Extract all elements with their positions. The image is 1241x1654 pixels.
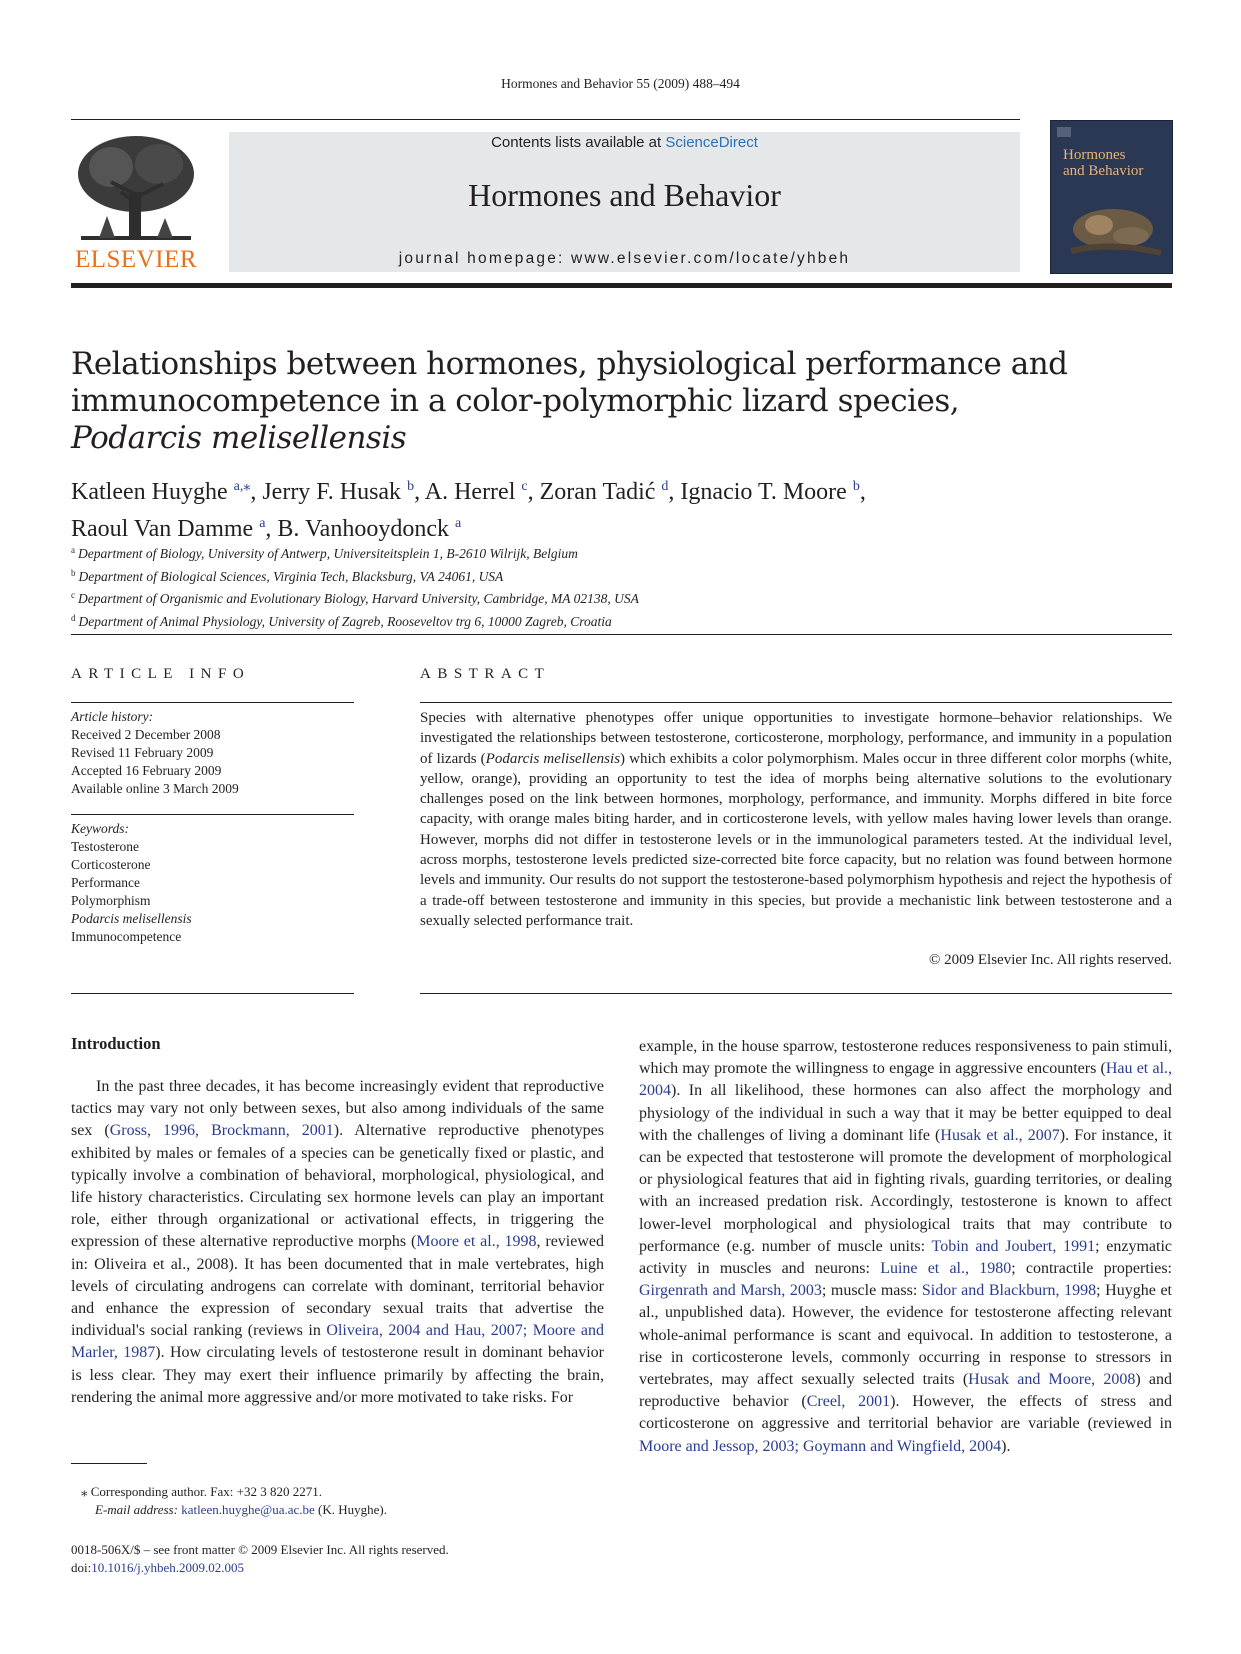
affiliation-item [71,609,1071,632]
author-name[interactable]: Zoran Tadić [539,479,656,505]
doi-link[interactable]: 10.1016/j.yhbeh.2009.02.005 [91,1560,244,1575]
author-name[interactable]: Katleen Huyghe [71,479,228,505]
affiliation-item [71,541,1071,564]
cover-title [1063,147,1143,179]
email-label: E-mail address: [95,1502,182,1517]
citation-link[interactable]: Husak and Moore, 2008 [968,1371,1136,1389]
paragraph-text: ; enzymatic activity in muscles and neurons: [639,1237,1173,1278]
cover-title-line2: and Behavior [1063,163,1144,179]
paragraph-text: ; muscle mass: [821,1282,922,1300]
introduction-heading: Introduction [71,1034,161,1053]
paragraph-text: ). Alternative reproductive phenotypes exhibited by males or females of a species can be genetically fixed or plastic, and typically involve a combination of behavioral, morphological, physiological, and life history characteristics. Circulating sex hormone levels can play an important role, either through organizational or activational effects, in triggering the expression of these alternative reproductive morphs ( [71,1122,604,1251]
author-name[interactable]: Jerry F. Husak [262,479,402,505]
running-head: Hormones and Behavior 55 (2009) 488–494 [501,76,740,91]
keyword-item: Performance [71,875,140,890]
citation-link[interactable]: Luine et al., 1980 [880,1260,1012,1278]
doi-label: doi: [71,1560,92,1575]
article-info-heading: ARTICLE INFO [71,666,251,682]
sciencedirect-link[interactable]: ScienceDirect [665,134,758,151]
keyword-item: Corticosterone [71,857,151,872]
citation-link[interactable]: Girgenrath and Marsh, 2003 [639,1282,822,1300]
author-list: Katleen Huyghe $^{a,⁎}$, Jerry F. Husak $^b$, A. Herrel $^c$, Zoran Tadić $^d$, Ignacio T. Moore $^b$, Raoul Van Damme $^a$, B. Vanhooydonck $^a$ [71,479,866,542]
abstract-species: Podarcis melisellensis [485,750,621,767]
article-title [71,346,1071,457]
affil-text: Department of Organismic and Evolutionary Biology, Harvard University, Cambridge, MA 02138, USA [78,591,639,606]
citation-link[interactable]: Moore and Jessop, 2003; Goymann and Wingfield, 2004 [639,1437,1002,1455]
article-info-rule [71,702,354,703]
author-affil-mark[interactable]: b [407,479,415,494]
tree-icon [71,132,201,244]
intro-column-right [639,1036,1172,1458]
front-matter [71,1541,671,1577]
citation-link[interactable]: Sidor and Blackburn, 1998 [921,1282,1097,1300]
citation-link[interactable]: Hau et al., 2004 [639,1060,1173,1100]
citation-link[interactable]: Moore et al., 1998 [416,1233,537,1251]
email-link[interactable]: katleen.huyghe@ua.ac.be [181,1502,315,1517]
history-item: Available online 3 March 2009 [71,781,239,796]
title-line3: Podarcis melisellensis [71,420,407,456]
abstract-text [420,708,1172,931]
abstract-bottom-rule [420,993,1172,994]
history-label: Article history: [71,709,154,724]
journal-title: Hormones and Behavior [468,177,781,213]
paragraph-text: ; Huyghe et al., unpublished data). However, the evidence for testosterone affecting relevant whole-animal performance is scant and equivocal. In addition to testosterone, a rise in corticosterone levels, commonly occurring in response to stressors in vertebrates, may affect sexually selected traits ( [639,1282,1172,1389]
affil-mark: d [71,612,76,623]
cover-title-line1: Hormones [1063,147,1126,163]
abstract-copyright: © 2009 Elsevier Inc. All rights reserved. [928,952,1172,968]
journal-masthead [229,132,1020,272]
paragraph-text: ) and reproductive behavior ( [639,1371,1172,1411]
abstract-part: Species with alternative phenotypes offer unique opportunities to investigate hormone–behavior relationships. We investigated the relationships between testosterone, corticosterone, morphology, performance, and immunity in a population of lizards ( [420,710,1172,767]
affil-text: Department of Biology, University of Antwerp, Universiteitsplein 1, B-2610 Wilrijk, Belgium [78,546,578,561]
paragraph-text: ; contractile properties: [1011,1260,1172,1278]
keyword-item: Podarcis melisellensis [71,911,192,926]
abstract-part: ) which exhibits a color polymorphism. Males occur in three different color morphs (white, yellow, orange), providing an opportunity to test the idea of morphs being alternative solutions to the evolutionary challenges posed on the link between hormones, morphology, performance, and immunity. Morphs differed in bite force capacity, with orange males biting harder, and in corticosterone levels, with yellow males having lower levels than orange. However, morphs did not differ in testosterone levels or in the immunological parameters tested. At the individual level, across morphs, testosterone levels predicted size-corrected bite force capacity, but no relation was found between hormone levels and immunity. Our results do not support the testosterone-based polymorphism hypothesis and reject the hypothesis of a trade-off between testosterone and immunity in this species, but provide a mechanistic link between testosterone and a sexually selected performance trait. [420,750,1172,929]
paragraph-text: ). How circulating levels of testosterone result in dominant behavior is less clear. They may exert their influence primarily by affecting the brain, rendering the animal more aggressive and/or more motivated to take risks. For [71,1344,605,1406]
paragraph-text: ). [1001,1437,1011,1455]
author-name[interactable]: Raoul Van Damme [71,516,254,542]
abstract-heading: ABSTRACT [420,666,551,682]
email-suffix: (K. Huyghe). [314,1502,388,1517]
paragraph-text: ). However, the effects of stress and corticosterone on aggressive and territorial behavior are variable (reviewed in [639,1393,1173,1433]
citation-link[interactable]: Husak et al., 2007 [940,1126,1060,1144]
keyword-item: Testosterone [71,839,140,854]
author-name[interactable]: B. Vanhooydonck [277,516,449,542]
elsevier-logo [71,132,201,274]
author-affil-mark[interactable]: d [661,479,669,494]
history-item: Received 2 December 2008 [71,727,221,742]
paragraph-text: example, in the house sparrow, testosterone reduces responsiveness to pain stimuli, which may promote the willingness to engage in aggressive encounters ( [639,1038,1172,1078]
affil-text: Department of Biological Sciences, Virginia Tech, Blacksburg, VA 24061, USA [78,568,504,584]
journal-homepage[interactable]: journal homepage: www.elsevier.com/locate/yhbeh [398,250,851,267]
paragraph-text: ). In all likelihood, these hormones can also affect the morphology and physiology of the individual in such a way that it may be better equipped to deal with the challenges of living a dominant life ( [639,1082,1172,1144]
corresponding-note: ⁎ Corresponding author. Fax: +32 3 820 2271. [81,1484,322,1499]
cover-image-icon [1051,121,1172,273]
history-rule [71,814,354,815]
intro-column-left [71,1076,604,1409]
citation-link[interactable]: Gross, 1996, Brockmann, 2001 [109,1122,334,1140]
paragraph-text: ). For instance, it can be expected that testosterone will promote the development of morphological or physiological features that aid in fighting rivals, guarding territories, or dealing with an increased predation risk. Accordingly, testosterone is known to affect lower-level morphological and physiological traits that may contribute to performance (e.g. number of muscle units: [639,1126,1172,1255]
citation-link[interactable]: Creel, 2001 [806,1393,891,1411]
affiliation-item [71,564,1071,587]
front-matter-text: 0018-506X/$ – see front matter © 2009 Elsevier Inc. All rights reserved. [71,1542,449,1557]
history-item: Revised 11 February 2009 [71,745,214,760]
author-name[interactable]: A. Herrel [424,479,516,505]
keywords [71,820,354,946]
history-item: Accepted 16 February 2009 [71,763,222,778]
keyword-item: Polymorphism [71,893,151,908]
author-name[interactable]: Ignacio T. Moore [680,479,847,505]
affil-mark: c [71,590,75,600]
author-affil-mark[interactable]: a,⁎ [233,479,251,494]
contents-prefix: Contents lists available at [491,134,666,151]
paragraph-text: , reviewed in: Oliveira et al., 2008). It has been documented that in male vertebrates, high levels of circulating androgens can correlate with dominant, territorial behavior and enhance the expression of secondary sexual traits that advertise the individual's social ranking (reviews in [71,1233,604,1340]
author-affil-mark[interactable]: b [852,479,860,494]
elsevier-wordmark: ELSEVIER [74,246,198,273]
section-divider [71,634,1172,635]
affil-mark: a [71,545,75,555]
paragraph-text: In the past three decades, it has become increasingly evident that reproductive tactics may vary not only between sexes, but also among individuals of the same sex ( [71,1078,604,1140]
citation-link[interactable]: Oliveira, 2004 and Hau, 2007; Moore and Marler, 1987 [71,1322,605,1362]
abstract-rule [420,702,1172,703]
footnote-rule [71,1463,147,1464]
author-affil-mark[interactable]: c [521,479,528,494]
author-affil-mark[interactable]: a [259,516,266,531]
corresponding-author-footnote [71,1483,604,1519]
header-rule [71,119,1020,120]
journal-cover [1050,120,1173,274]
header-thick-rule [71,283,1172,288]
keyword-item: Immunocompetence [71,929,182,944]
affil-text: Department of Animal Physiology, University of Zagreb, Rooseveltov trg 6, 10000 Zagreb, Croatia [78,613,612,629]
affil-mark: b [71,567,76,578]
title-line2: immunocompetence in a color-polymorphic lizard species, [71,383,960,419]
affiliations [71,541,1071,631]
keywords-label: Keywords: [71,821,129,836]
contents-line [229,134,1020,151]
keywords-rule [71,993,354,994]
affiliation-item [71,586,1071,609]
citation-link[interactable]: Tobin and Joubert, 1991 [931,1237,1096,1255]
article-history [71,708,354,798]
title-line1: Relationships between hormones, physiological performance and [71,346,1068,382]
author-affil-mark[interactable]: a [454,516,462,531]
